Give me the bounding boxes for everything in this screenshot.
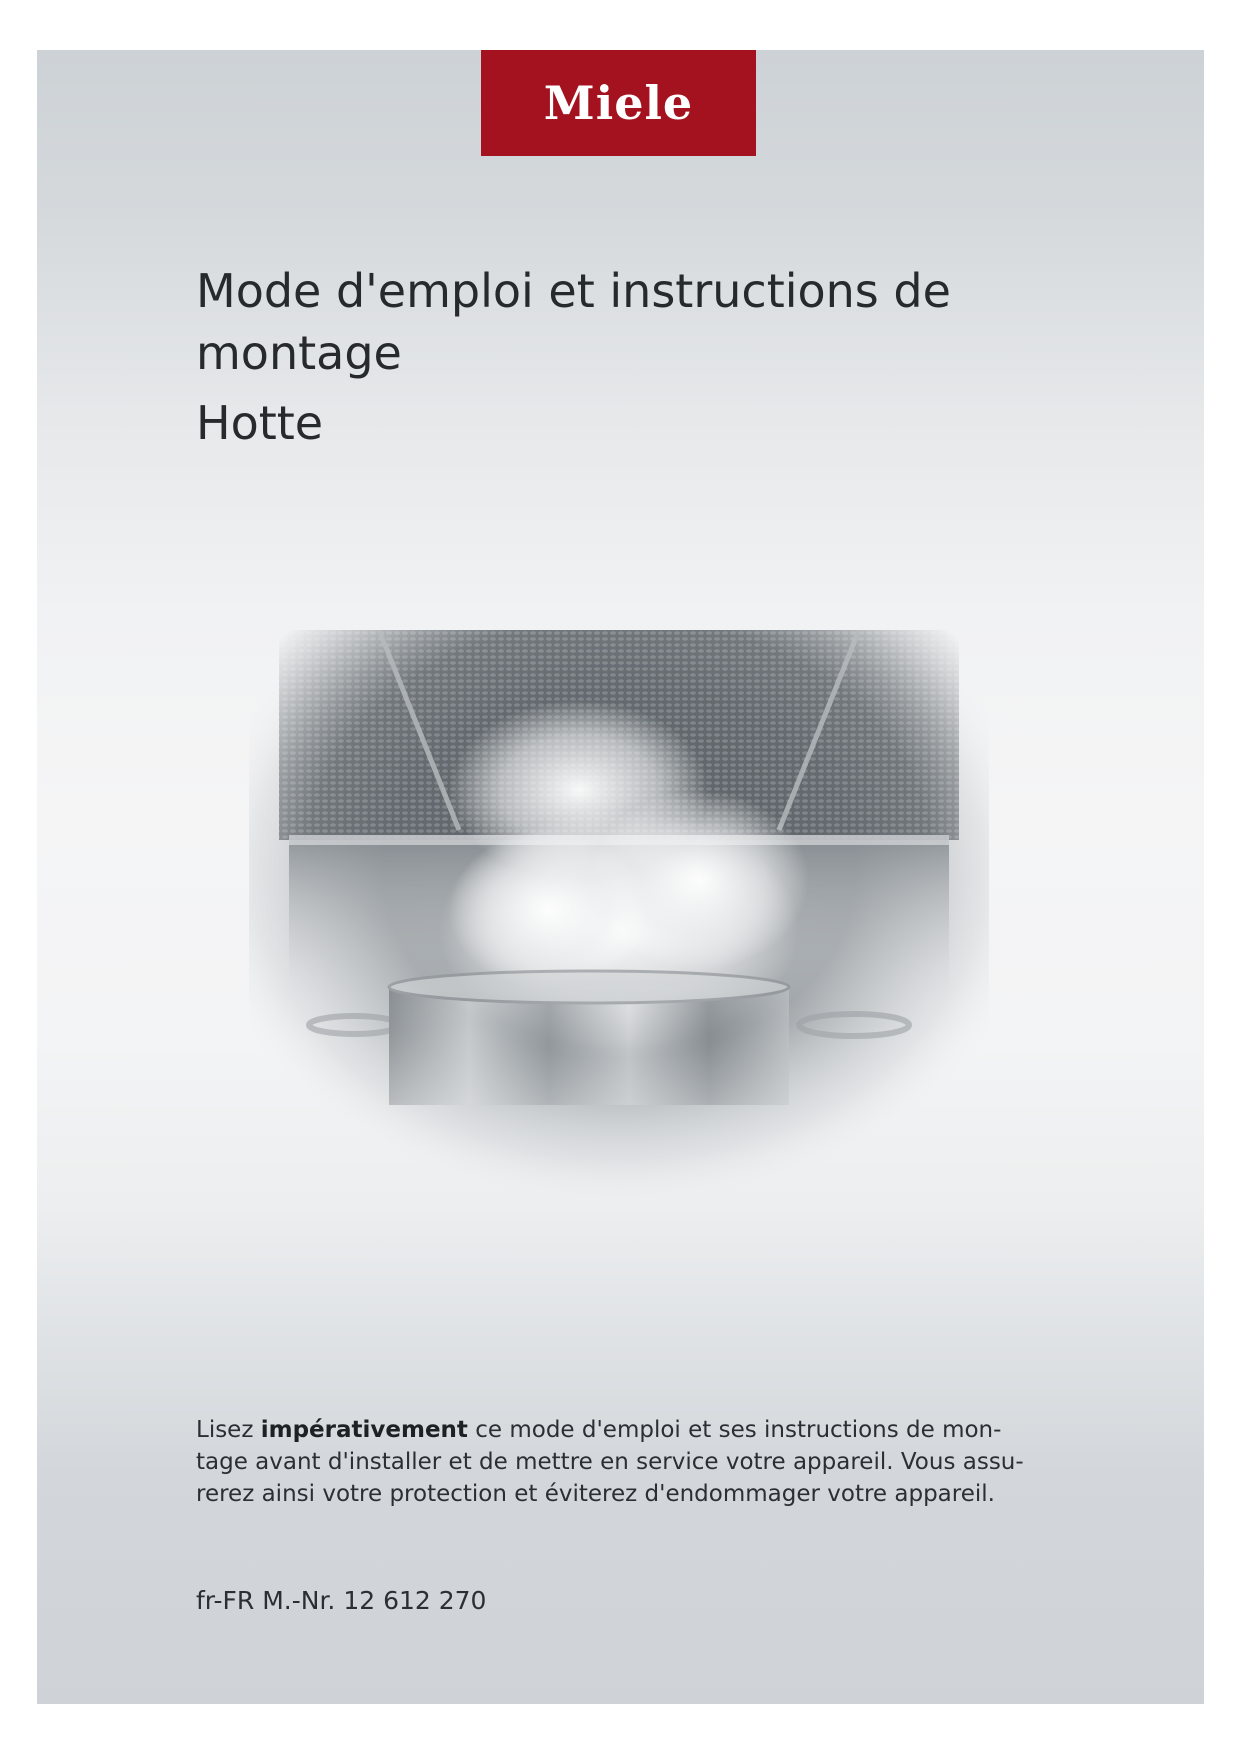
cover-page — [37, 50, 1204, 1704]
document-number: fr-FR M.-Nr. 12 612 270 — [196, 1586, 487, 1615]
hero-image — [249, 630, 989, 1210]
product-subtitle: Hotte — [196, 396, 324, 450]
brand-logo — [481, 50, 756, 156]
notice-line-1-rest: ce mode d'emploi et ses instructions de mon- — [467, 1417, 1002, 1443]
notice-prefix: Lisez — [196, 1417, 261, 1443]
notice-line-3: rerez ainsi votre protection et éviterez d'endommager votre appareil. — [196, 1481, 995, 1507]
brand-logo-text: Miele — [543, 76, 694, 130]
safety-notice — [196, 1414, 1096, 1510]
document-title — [196, 260, 1096, 454]
title-line-1: Mode d'emploi et instructions de — [196, 264, 951, 318]
notice-line-2: tage avant d'installer et de mettre en service votre appareil. Vous assu- — [196, 1449, 1024, 1475]
title-line-2: montage — [196, 326, 402, 380]
notice-emphasis: impérativement — [260, 1417, 468, 1443]
